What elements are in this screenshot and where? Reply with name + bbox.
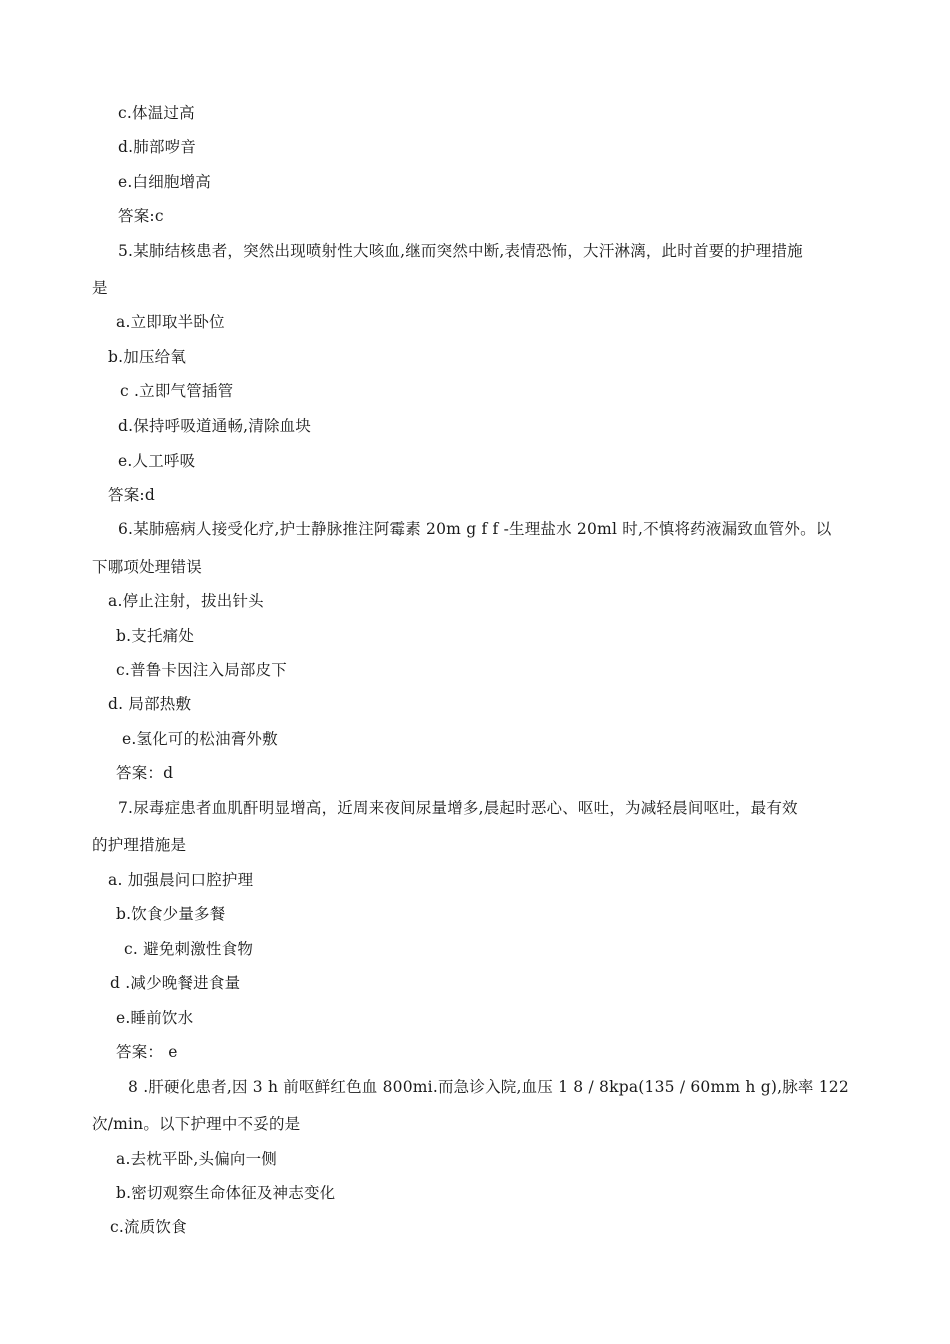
answer-q6: 答案：d xyxy=(116,764,174,782)
option-d-q7: d .减少晚餐进食量 xyxy=(110,974,241,992)
question-8-line-1: 8 .肝硬化患者,因 3 h 前呕鲜红色血 800mi.而急诊入院,血压 1 8 / 8kpa(135 / 60mm h g),脉率 122 xyxy=(128,1078,849,1096)
option-d-q6: d. 局部热敷 xyxy=(108,695,192,713)
option-b-q6: b.支托痛处 xyxy=(116,627,195,645)
option-e-q4: e.白细胞增高 xyxy=(118,173,212,191)
option-c-q4: c.体温过高 xyxy=(118,104,195,122)
question-5-line-2: 是 xyxy=(92,279,108,297)
option-e-q5: e.人工呼吸 xyxy=(118,452,196,470)
answer-q5: 答案:d xyxy=(108,486,155,504)
option-a-q5: a.立即取半卧位 xyxy=(116,313,225,331)
option-a-q8: a.去枕平卧,头偏向一侧 xyxy=(116,1150,277,1168)
option-a-q7: a. 加强晨问口腔护理 xyxy=(108,871,254,889)
option-c-q8: c.流质饮食 xyxy=(110,1218,187,1236)
option-c-q6: c.普鲁卡因注入局部皮下 xyxy=(116,661,288,679)
question-5-line-1: 5.某肺结核患者，突然出现喷射性大咳血,继而突然中断,表情恐怖，大汗淋漓，此时首要的护理措施 xyxy=(118,242,803,260)
answer-q7: 答案： e xyxy=(116,1043,178,1061)
question-7-line-1: 7.尿毒症患者血肌酐明显增高，近周来夜间尿量增多,晨起时恶心、呕吐，为减轻晨间呕吐，最有效 xyxy=(118,799,798,817)
option-e-q6: e.氢化可的松油膏外敷 xyxy=(122,730,278,748)
option-c-q7: c. 避免刺激性食物 xyxy=(124,940,254,958)
option-e-q7: e.睡前饮水 xyxy=(116,1009,194,1027)
option-b-q8: b.密切观察生命体征及神志变化 xyxy=(116,1184,336,1202)
answer-q4: 答案:c xyxy=(118,207,164,225)
question-8-line-2: 次/min。以下护理中不妥的是 xyxy=(92,1115,301,1133)
question-7-line-2: 的护理措施是 xyxy=(92,836,187,854)
option-b-q7: b.饮食少量多餐 xyxy=(116,905,226,923)
option-a-q6: a.停止注射，拔出针头 xyxy=(108,592,264,610)
option-c-q5: c .立即气管插管 xyxy=(120,382,234,400)
question-6-line-1: 6.某肺癌病人接受化疗,护士静脉推注阿霉素 20m g f f -生理盐水 20ml 时,不慎将药液漏致血管外。以 xyxy=(118,520,832,538)
option-d-q5: d.保持呼吸道通畅,清除血块 xyxy=(118,417,312,435)
question-6-line-2: 下哪项处理错误 xyxy=(92,558,202,576)
option-d-q4: d.肺部哕音 xyxy=(118,138,197,156)
option-b-q5: b.加压给氧 xyxy=(108,348,187,366)
